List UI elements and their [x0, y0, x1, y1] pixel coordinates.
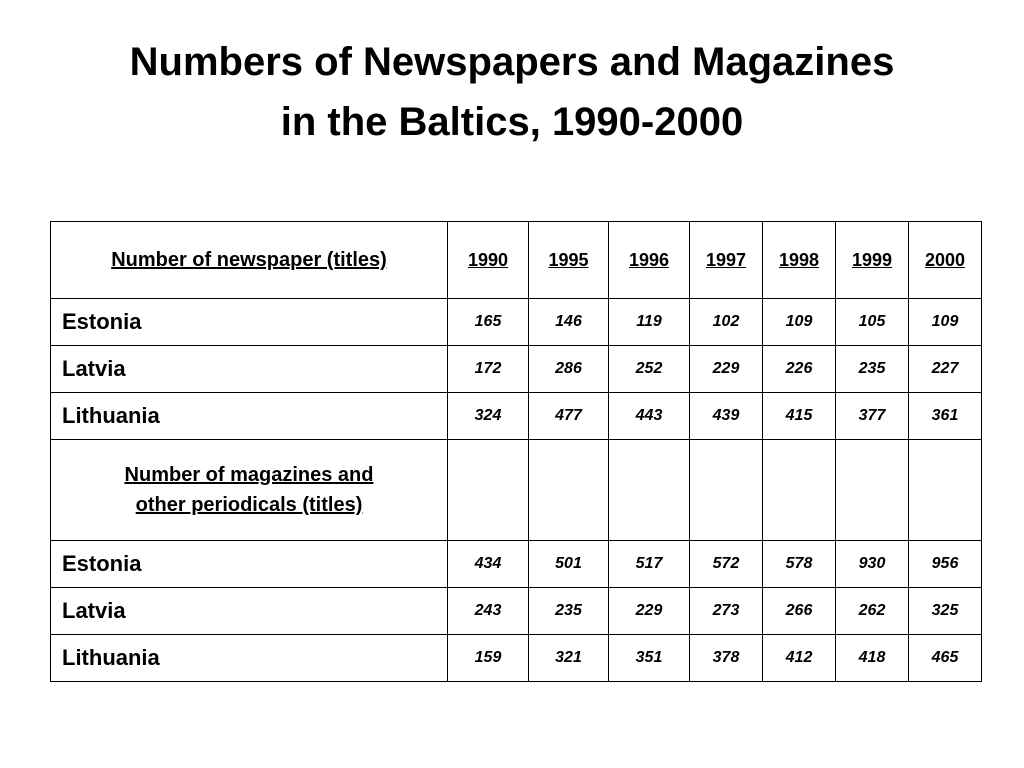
- table-row: [51, 299, 982, 346]
- value-cell: 229: [609, 588, 690, 635]
- value-cell: 378: [690, 635, 763, 682]
- year-header: 1990: [448, 222, 529, 299]
- year-header: 2000: [909, 222, 982, 299]
- empty-cell: [609, 440, 690, 541]
- value-cell: 235: [529, 588, 609, 635]
- value-cell: 146: [529, 299, 609, 346]
- value-cell: 434: [448, 541, 529, 588]
- year-header: 1997: [690, 222, 763, 299]
- empty-cell: [448, 440, 529, 541]
- value-cell: 418: [836, 635, 909, 682]
- value-cell: 243: [448, 588, 529, 635]
- value-cell: 109: [909, 299, 982, 346]
- value-cell: 273: [690, 588, 763, 635]
- empty-cell: [909, 440, 982, 541]
- country-cell: Lithuania: [51, 635, 448, 682]
- value-cell: 501: [529, 541, 609, 588]
- empty-cell: [763, 440, 836, 541]
- value-cell: 226: [763, 346, 836, 393]
- value-cell: 252: [609, 346, 690, 393]
- value-cell: 159: [448, 635, 529, 682]
- value-cell: 119: [609, 299, 690, 346]
- table-row: [51, 346, 982, 393]
- empty-cell: [690, 440, 763, 541]
- value-cell: 172: [448, 346, 529, 393]
- title-line-2: in the Baltics, 1990-2000: [280, 100, 744, 144]
- year-header: 1999: [836, 222, 909, 299]
- table-row: [51, 541, 982, 588]
- value-cell: 325: [909, 588, 982, 635]
- year-header: 1998: [763, 222, 836, 299]
- value-cell: 439: [690, 393, 763, 440]
- value-cell: 572: [690, 541, 763, 588]
- magazine-header-line-1: Number of magazines and: [124, 464, 374, 486]
- country-cell: Lithuania: [51, 393, 448, 440]
- magazine-section-header: [51, 440, 448, 541]
- value-cell: 415: [763, 393, 836, 440]
- country-cell: Latvia: [51, 588, 448, 635]
- year-header: 1996: [609, 222, 690, 299]
- value-cell: 109: [763, 299, 836, 346]
- country-cell: Estonia: [51, 299, 448, 346]
- value-cell: 227: [909, 346, 982, 393]
- year-header: 1995: [529, 222, 609, 299]
- value-cell: 266: [763, 588, 836, 635]
- value-cell: 578: [763, 541, 836, 588]
- table-row: [51, 588, 982, 635]
- value-cell: 235: [836, 346, 909, 393]
- value-cell: 286: [529, 346, 609, 393]
- baltic-media-table: [50, 221, 982, 682]
- value-cell: 324: [448, 393, 529, 440]
- value-cell: 165: [448, 299, 529, 346]
- value-cell: 443: [609, 393, 690, 440]
- page-title: [0, 32, 1024, 152]
- value-cell: 105: [836, 299, 909, 346]
- value-cell: 377: [836, 393, 909, 440]
- empty-cell: [529, 440, 609, 541]
- value-cell: 930: [836, 541, 909, 588]
- value-cell: 102: [690, 299, 763, 346]
- country-cell: Latvia: [51, 346, 448, 393]
- value-cell: 956: [909, 541, 982, 588]
- value-cell: 465: [909, 635, 982, 682]
- magazine-header-row: [51, 440, 982, 541]
- table-row: [51, 393, 982, 440]
- value-cell: 517: [609, 541, 690, 588]
- value-cell: 412: [763, 635, 836, 682]
- value-cell: 321: [529, 635, 609, 682]
- value-cell: 262: [836, 588, 909, 635]
- newspaper-section-header: Number of newspaper (titles): [51, 222, 448, 299]
- magazine-header-line-2: other periodicals (titles): [135, 494, 363, 516]
- value-cell: 351: [609, 635, 690, 682]
- title-line-1: Numbers of Newspapers and Magazines: [129, 40, 895, 84]
- empty-cell: [836, 440, 909, 541]
- newspaper-header-row: [51, 222, 982, 299]
- value-cell: 229: [690, 346, 763, 393]
- table-row: [51, 635, 982, 682]
- country-cell: Estonia: [51, 541, 448, 588]
- value-cell: 477: [529, 393, 609, 440]
- value-cell: 361: [909, 393, 982, 440]
